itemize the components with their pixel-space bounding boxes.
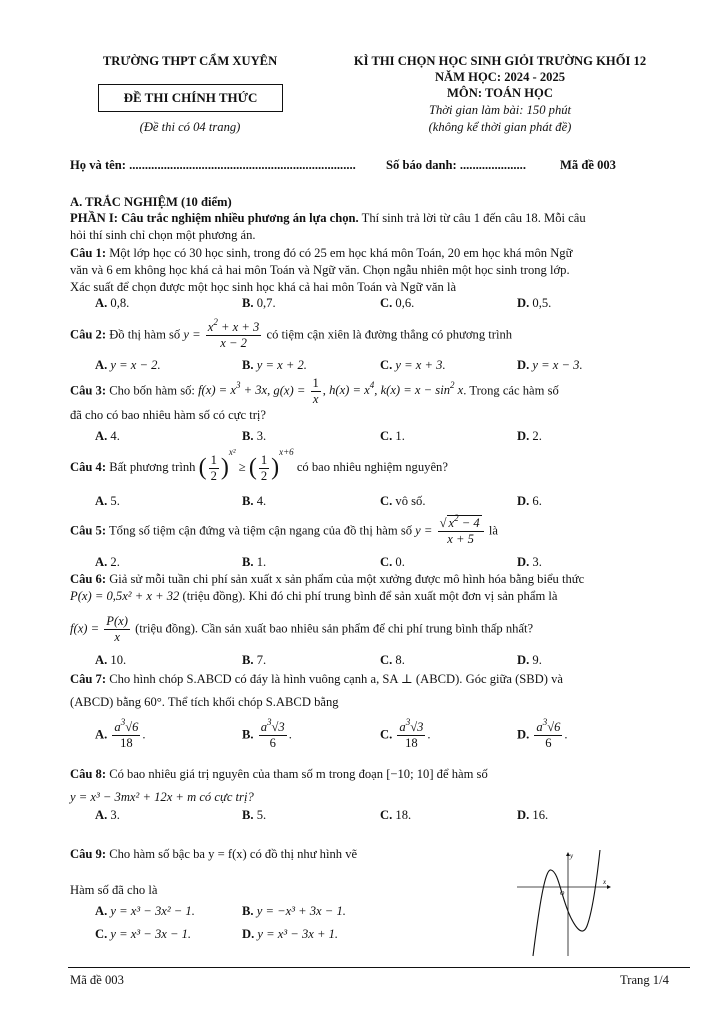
option-letter: C.: [380, 429, 393, 443]
q4-text: Bất phương trình: [106, 460, 199, 474]
q9-text-2: Hàm số đã cho là: [70, 883, 158, 897]
q7-option-c[interactable]: C. $\frac{a^3√3}{18}$ .: [380, 717, 431, 750]
q3-text: Cho bốn hàm số:: [106, 383, 199, 398]
option-letter: D.: [517, 296, 530, 310]
option-letter: B.: [242, 296, 254, 310]
q4-option-b[interactable]: [242, 494, 266, 509]
option-letter: C.: [95, 927, 108, 941]
q5-text: Tổng số tiệm cận đứng và tiệm cận ngang của đồ thị hàm số: [106, 523, 416, 538]
q5-label: Câu 5:: [70, 523, 107, 538]
q2-text-2: có tiệm cận xiên là đường thẳng có phương trình: [266, 327, 513, 342]
exam-title: KÌ THI CHỌN HỌC SINH GIỎI TRƯỜNG KHỐI 12: [353, 54, 647, 68]
q8-option-a[interactable]: [95, 808, 120, 823]
q6-text-2: (triệu đồng). Khi đó chi phí trung bình để sản xuất một đơn vị sản phẩm là: [179, 589, 558, 603]
q6-text: Giả sử mỗi tuần chi phí sản xuất x sản phẩm của một xưởng được mô hình hóa bằng biểu thức: [106, 572, 585, 586]
q9-option-c[interactable]: [95, 927, 191, 942]
option-text: 18.: [395, 808, 412, 822]
q2-label: Câu 2:: [70, 327, 107, 342]
option-text: 6.: [532, 494, 542, 508]
option-text: 5.: [110, 494, 120, 508]
part-title: PHẦN I: Câu trắc nghiệm nhiều phương án lựa chọn.: [70, 211, 359, 225]
q8-label: Câu 8:: [70, 767, 107, 781]
option-letter: C.: [380, 358, 393, 372]
q8-text: Có bao nhiêu giá trị nguyên của tham số m trong đoạn [−10; 10] để hàm số: [106, 767, 488, 781]
option-letter: B.: [242, 904, 254, 918]
student-name-field: Họ và tên: ........................................................................: [70, 158, 356, 172]
q5-option-a[interactable]: [95, 555, 120, 570]
option-text: 10.: [110, 653, 127, 667]
option-letter: A.: [95, 296, 108, 310]
q3-label: Câu 3:: [70, 383, 107, 398]
exam-time: Thời gian làm bài: 150 phút: [428, 103, 572, 117]
option-letter: B.: [242, 555, 254, 569]
question-1: [70, 245, 680, 296]
option-letter: A.: [95, 904, 108, 918]
q2-option-d[interactable]: [517, 358, 583, 373]
option-text: y = x + 3.: [395, 358, 446, 372]
option-letter: D.: [517, 653, 530, 667]
option-letter: C.: [380, 808, 393, 822]
question-4: Câu 4: Bất phương trình ( $\frac{1}{2}$ )$^{x^2}$ ≥ ( $\frac{1}{2}$ )$^{x+6}$ có bao nhiêu nghiệm nguyên?: [70, 447, 448, 483]
candidate-number-field: Số báo danh: .....................: [386, 158, 526, 172]
option-letter: A.: [95, 808, 108, 822]
q2-fraction: $\frac{x^2 + x + 3}{x - 2}$: [207, 317, 260, 350]
option-text: y = −x³ + 3x − 1.: [256, 904, 346, 918]
option-text: y = x³ − 3x + 1.: [257, 927, 339, 941]
option-letter: A.: [95, 653, 108, 667]
q3-text-3: đã cho có bao nhiêu hàm số có cực trị?: [70, 408, 267, 422]
option-letter: D.: [517, 429, 530, 443]
option-letter: D.: [242, 927, 255, 941]
x-axis-label: x: [603, 878, 607, 886]
q9-option-b[interactable]: [242, 904, 346, 919]
q6-option-d[interactable]: [517, 653, 542, 668]
option-letter: D.: [517, 727, 530, 742]
school-name: TRƯỜNG THPT CẨM XUYÊN: [102, 54, 278, 68]
q1-option-b[interactable]: [242, 296, 276, 311]
option-text: 4.: [256, 494, 267, 508]
q3-option-b[interactable]: [242, 429, 266, 444]
q4-text-2: có bao nhiêu nghiệm nguyên?: [296, 460, 448, 474]
cubic-curve: [533, 850, 600, 956]
q6-option-c[interactable]: [380, 653, 405, 668]
question-2: Câu 2: Đồ thị hàm số y = $\frac{x^2 + x + 3}{x - 2}$ có tiệm cận xiên là đường thẳng có phương trình: [70, 317, 513, 350]
q7-option-b[interactable]: B. $\frac{a^3√3}{6}$ .: [242, 717, 292, 750]
option-letter: D.: [517, 808, 530, 822]
option-text: vô số.: [395, 494, 426, 508]
q5-option-d[interactable]: [517, 555, 542, 570]
section-title: A. TRẮC NGHIỆM (10 điểm): [70, 195, 232, 209]
q1-label: Câu 1:: [70, 246, 107, 260]
q7-text-2: (ABCD) bằng 60°. Thể tích khối chóp S.ABCD bằng: [70, 695, 339, 709]
option-text: 0,6.: [395, 296, 415, 310]
option-text: 2.: [532, 429, 542, 443]
q3-option-d[interactable]: [517, 429, 542, 444]
option-text: 4.: [110, 429, 120, 443]
option-letter: A.: [95, 429, 108, 443]
q7-option-a[interactable]: A. $\frac{a^3√6}{18}$ .: [95, 717, 146, 750]
option-text: 3.: [110, 808, 120, 822]
question-6-cont: f(x) = $\frac{P(x)}{x}$ (triệu đồng). Cần sản xuất bao nhiêu sản phẩm để chi phí trung bình thấp nhất?: [70, 614, 534, 644]
exam-year: NĂM HỌC: 2024 - 2025: [434, 70, 566, 84]
option-text: 8.: [395, 653, 405, 667]
q7-label: Câu 7:: [70, 672, 107, 686]
x-axis-arrow: [607, 885, 611, 889]
q9-label: Câu 9:: [70, 847, 107, 861]
q6-cost-formula: P(x) = 0,5x² + x + 32: [70, 589, 180, 603]
option-letter: B.: [242, 653, 254, 667]
option-text: 0,5.: [532, 296, 552, 310]
option-letter: A.: [95, 555, 108, 569]
q1-option-c[interactable]: [380, 296, 414, 311]
option-letter: C.: [380, 555, 393, 569]
q9-option-a[interactable]: [95, 904, 195, 919]
question-8: [70, 766, 680, 806]
q3-text-2: . Trong các hàm số: [463, 383, 559, 398]
option-letter: D.: [517, 555, 530, 569]
official-box: ĐỀ THI CHÍNH THỨC: [98, 84, 283, 112]
q1-text-2: văn và 6 em không học khá cả hai môn Toán và Ngữ văn. Chọn ngẫu nhiên một học sinh trong lớp.: [70, 263, 570, 277]
option-letter: D.: [517, 494, 530, 508]
q2-option-c[interactable]: [380, 358, 446, 373]
part-intro: [70, 210, 680, 244]
q5-option-b[interactable]: [242, 555, 266, 570]
option-text: 3.: [532, 555, 542, 569]
q2-option-a[interactable]: [95, 358, 161, 373]
option-letter: C.: [380, 653, 393, 667]
q2-option-b[interactable]: [242, 358, 307, 373]
q6-option-b[interactable]: [242, 653, 266, 668]
q5-text-2: là: [488, 523, 498, 538]
option-letter: C.: [380, 727, 393, 742]
footer-page: Trang 1/4: [620, 973, 669, 987]
option-letter: A.: [95, 494, 108, 508]
q4-option-d[interactable]: [517, 494, 542, 509]
q1-text-3: Xác suất để chọn được một học sinh học khá cả hai môn Toán và Ngữ văn là: [70, 280, 457, 294]
q7-text: Cho hình chóp S.ABCD có đáy là hình vuông cạnh a, SA ⊥ (ABCD). Góc giữa (SBD) và: [106, 672, 564, 686]
option-letter: C.: [380, 296, 393, 310]
option-letter: A.: [95, 358, 108, 372]
option-text: 2.: [110, 555, 120, 569]
q3-option-c[interactable]: [380, 429, 405, 444]
q8-text-2: y = x³ − 3mx² + 12x + m có cực trị?: [70, 790, 254, 804]
option-text: 1.: [256, 555, 267, 569]
option-text: 0,7.: [256, 296, 276, 310]
part-desc-1: Thí sinh trả lời từ câu 1 đến câu 18. Mỗi câu: [358, 211, 586, 225]
q7-option-d[interactable]: D. $\frac{a^3√6}{6}$ .: [517, 717, 568, 750]
q5-option-c[interactable]: [380, 555, 405, 570]
question-9: [70, 846, 510, 863]
q4-option-a[interactable]: [95, 494, 120, 509]
q6-option-a[interactable]: [95, 653, 126, 668]
option-letter: B.: [242, 808, 254, 822]
footer-code: Mã đề 003: [70, 973, 124, 987]
option-text: 16.: [532, 808, 549, 822]
option-text: y = x + 2.: [256, 358, 307, 372]
option-text: y = x³ − 3x − 1.: [110, 927, 192, 941]
origin-label: O: [560, 891, 565, 897]
time-note: (không kể thời gian phát đề): [428, 120, 572, 134]
q8-option-d[interactable]: [517, 808, 548, 823]
q4-label: Câu 4:: [70, 460, 107, 474]
option-text: y = x − 3.: [532, 358, 583, 372]
q2-text: Đồ thị hàm số: [106, 327, 184, 342]
option-letter: A.: [95, 727, 108, 742]
exam-code: Mã đề 003: [560, 158, 616, 172]
part-desc-2: hỏi thí sinh chỉ chọn một phương án.: [70, 228, 256, 242]
q8-option-c[interactable]: [380, 808, 411, 823]
option-text: y = x − 2.: [110, 358, 161, 372]
option-text: y = x³ − 3x² − 1.: [110, 904, 195, 918]
q1-option-d[interactable]: [517, 296, 551, 311]
question-6: [70, 571, 680, 605]
exam-subject: MÔN: TOÁN HỌC: [447, 86, 553, 100]
q3-option-a[interactable]: [95, 429, 120, 444]
q9-option-d[interactable]: [242, 927, 338, 942]
option-text: 9.: [532, 653, 542, 667]
question-3: Câu 3: Cho bốn hàm số: $f(x) = x^3 + 3x$, g(x) = $\frac{1}{x}$ , $h(x) = x^4$, $k(x) = x - \sin^2 x$. Trong các hàm số đã cho có bao nhiêu hàm số có cực trị?: [70, 376, 559, 422]
option-text: 1.: [395, 429, 405, 443]
q8-option-b[interactable]: [242, 808, 266, 823]
option-letter: B.: [242, 494, 254, 508]
option-letter: B.: [242, 429, 254, 443]
question-5: Câu 5: Tổng số tiệm cận đứng và tiệm cận ngang của đồ thị hàm số y = $\frac{√ x^2 - 4}{x + 5}$ là: [70, 513, 498, 546]
option-letter: D.: [517, 358, 530, 372]
q4-option-c[interactable]: [380, 494, 426, 509]
q6-text-3: (triệu đồng). Cần sản xuất bao nhiêu sản phẩm để chi phí trung bình thấp nhất?: [135, 621, 534, 636]
option-text: 5.: [256, 808, 267, 822]
q1-option-a[interactable]: [95, 296, 129, 311]
option-letter: B.: [242, 358, 254, 372]
footer-divider: [68, 967, 690, 968]
option-text: 3.: [256, 429, 267, 443]
q6-label: Câu 6:: [70, 572, 107, 586]
option-text: 0,8.: [110, 296, 130, 310]
y-axis-label: y: [570, 852, 574, 860]
option-text: 0.: [395, 555, 405, 569]
q9-text: Cho hàm số bậc ba y = f(x) có đồ thị như hình vẽ: [106, 847, 358, 861]
pages-note: (Đề thi có 04 trang): [139, 120, 241, 134]
q1-text: Một lớp học có 30 học sinh, trong đó có 25 em học khá môn Toán, 20 em học khá môn Ngữ: [106, 246, 573, 260]
option-letter: B.: [242, 727, 254, 742]
option-text: 7.: [256, 653, 267, 667]
question-7: [70, 671, 680, 711]
option-letter: C.: [380, 494, 393, 508]
cubic-graph: [515, 848, 615, 958]
